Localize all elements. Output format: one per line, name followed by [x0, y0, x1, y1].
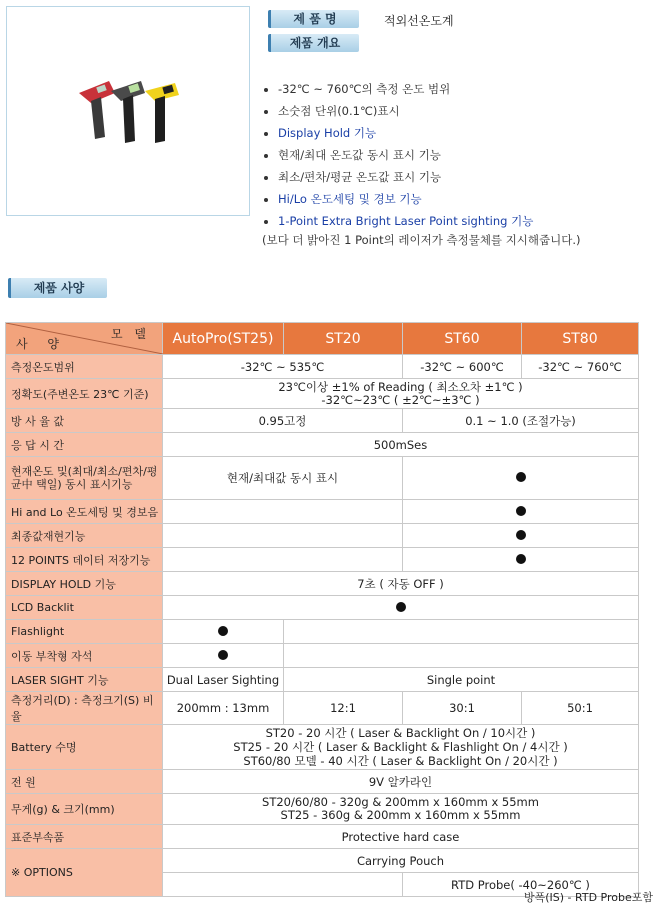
spec-table [5, 322, 639, 897]
supported-dot [396, 602, 406, 612]
table-cell: 500mSes [163, 433, 639, 457]
feature-text: 1-Point Extra Bright Laser Point sighting 기능 [278, 214, 534, 228]
model-header-st20: ST20 [284, 323, 403, 355]
supported-dot [218, 650, 228, 660]
header-corner [6, 323, 163, 355]
accuracy-line: 23℃이상 ±1% of Reading ( 최소오차 ±1℃ ) [278, 379, 523, 394]
footnote: 방폭(IS) - RTD Probe포함 [524, 891, 654, 904]
table-row [6, 849, 639, 873]
supported-dot [218, 626, 228, 636]
table-row [6, 355, 639, 379]
bullet-icon [264, 220, 268, 224]
row-label: 최종값재현기능 [6, 524, 163, 548]
table-cell: Single point [284, 668, 639, 692]
table-cell: 현재/최대값 동시 표시 [163, 457, 403, 500]
table-row [6, 500, 639, 524]
table-cell [163, 524, 403, 548]
feature-item [264, 210, 533, 232]
row-label: ※ OPTIONS [6, 849, 163, 897]
row-label: LCD Backlit [6, 596, 163, 620]
bullet-icon [264, 110, 268, 114]
battery-line: ST20 - 20 시간 ( Laser & Backlight On / 10시간 ) [265, 726, 536, 740]
table-row [6, 572, 639, 596]
row-label: 측정거리(D) : 측정크기(S) 비율 [6, 692, 163, 725]
product-name-value: 적외선온도계 [384, 14, 454, 28]
table-cell: 9V 알카라인 [163, 770, 639, 794]
supported-dot [516, 506, 526, 516]
feature-item [264, 144, 533, 166]
product-photo [75, 75, 185, 155]
thermometer-red-image [79, 81, 115, 139]
supported-dot [516, 554, 526, 564]
table-row [6, 692, 639, 725]
feature-item [264, 122, 533, 144]
table-cell: 200mm : 13mm [163, 692, 284, 725]
row-label: 측정온도범위 [6, 355, 163, 379]
table-row [6, 379, 639, 409]
weight-line: ST25 - 360g & 200mm x 160mm x 55mm [280, 808, 521, 822]
table-cell: Carrying Pouch [163, 849, 639, 873]
weight-line: ST20/60/80 - 320g & 200mm x 160mm x 55mm [262, 795, 539, 809]
bullet-icon [264, 198, 268, 202]
table-cell [163, 794, 639, 825]
accuracy-line: -32℃~23℃ ( ±2℃~±3℃ ) [321, 392, 480, 407]
table-cell [284, 644, 639, 668]
table-cell [163, 644, 284, 668]
row-label: LASER SIGHT 기능 [6, 668, 163, 692]
table-cell [403, 524, 639, 548]
spec-section-title: 제품 사양 [8, 278, 107, 298]
feature-note: (보다 더 밝아진 1 Point의 레이저가 측정물체를 지시해줍니다.) [262, 233, 581, 247]
row-label: 표준부속품 [6, 825, 163, 849]
bullet-icon [264, 88, 268, 92]
battery-line: ST25 - 20 시간 ( Laser & Backlight & Flashlight On / 4시간 ) [233, 740, 568, 754]
table-cell [403, 500, 639, 524]
row-label: Battery 수명 [6, 725, 163, 770]
battery-line: ST60/80 모델 - 40 시간 ( Laser & Backlight On / 20시간 ) [243, 754, 558, 768]
table-cell [284, 620, 639, 644]
table-cell [163, 548, 403, 572]
table-row [6, 620, 639, 644]
feature-text: Display Hold 기능 [278, 126, 377, 140]
model-header-st80: ST80 [522, 323, 639, 355]
row-label: Hi and Lo 온도세팅 및 경보음 [6, 500, 163, 524]
feature-item [264, 188, 533, 210]
feature-item [264, 78, 533, 100]
table-cell: -32℃ ~ 600℃ [403, 355, 522, 379]
table-cell: 0.1 ~ 1.0 (조절가능) [403, 409, 639, 433]
bullet-icon [264, 154, 268, 158]
row-label: 방 사 율 값 [6, 409, 163, 433]
table-row [6, 770, 639, 794]
table-row [6, 409, 639, 433]
table-cell [163, 620, 284, 644]
feature-item [264, 100, 533, 122]
table-cell: -32℃ ~ 760℃ [522, 355, 639, 379]
table-cell [403, 548, 639, 572]
row-label: 정확도(주변온도 23℃ 기준) [6, 379, 163, 409]
feature-text: -32℃ ~ 760℃의 측정 온도 범위 [278, 82, 451, 96]
table-row [6, 644, 639, 668]
bullet-icon [264, 176, 268, 180]
product-name-label: 제 품 명 [268, 10, 359, 28]
table-cell [403, 457, 639, 500]
model-header-st60: ST60 [403, 323, 522, 355]
feature-item [264, 166, 533, 188]
model-header-st25: AutoPro(ST25) [163, 323, 284, 355]
table-row [6, 794, 639, 825]
corner-spec-label: 사 양 [16, 337, 67, 351]
table-cell: Protective hard case [163, 825, 639, 849]
feature-text: 최소/편차/평균 온도값 표시 기능 [278, 170, 442, 184]
table-cell: 12:1 [284, 692, 403, 725]
supported-dot [516, 472, 526, 482]
table-row [6, 596, 639, 620]
row-label: 이동 부착형 자석 [6, 644, 163, 668]
table-row [6, 457, 639, 500]
table-cell: RTD Probe( -40~260℃ ) [403, 873, 639, 897]
feature-list [264, 78, 533, 232]
row-label: Flashlight [6, 620, 163, 644]
row-label: 무게(g) & 크기(mm) [6, 794, 163, 825]
feature-text: 소숫점 단위(0.1℃)표시 [278, 104, 400, 118]
corner-model-label: 모 델 [111, 327, 150, 341]
feature-text: 현재/최대 온도값 동시 표시 기능 [278, 148, 441, 162]
table-cell [163, 379, 639, 409]
bullet-icon [264, 132, 268, 136]
table-cell: 30:1 [403, 692, 522, 725]
row-label: 응 답 시 간 [6, 433, 163, 457]
table-header-row [6, 323, 639, 355]
table-row [6, 825, 639, 849]
thermometer-yellow-image [145, 83, 179, 143]
table-cell: -32℃ ~ 535℃ [163, 355, 403, 379]
table-cell: 50:1 [522, 692, 639, 725]
table-row [6, 668, 639, 692]
table-cell: Dual Laser Sighting [163, 668, 284, 692]
thermometer-black-image [111, 81, 145, 143]
product-overview-label: 제품 개요 [268, 34, 359, 52]
table-cell [163, 725, 639, 770]
table-row [6, 548, 639, 572]
table-row [6, 524, 639, 548]
table-row [6, 725, 639, 770]
row-label: 현재온도 및(최대/최소/편차/평균中 택일) 동시 표시기능 [6, 457, 163, 500]
row-label: 전 원 [6, 770, 163, 794]
feature-text: Hi/Lo 온도세팅 및 경보 기능 [278, 192, 422, 206]
row-label: DISPLAY HOLD 기능 [6, 572, 163, 596]
table-cell [163, 873, 403, 897]
product-photo-frame [6, 6, 250, 216]
table-cell [163, 596, 639, 620]
table-cell [163, 500, 403, 524]
supported-dot [516, 530, 526, 540]
row-label: 12 POINTS 데이터 저장기능 [6, 548, 163, 572]
table-row [6, 433, 639, 457]
table-cell: 7초 ( 자동 OFF ) [163, 572, 639, 596]
table-cell: 0.95고정 [163, 409, 403, 433]
